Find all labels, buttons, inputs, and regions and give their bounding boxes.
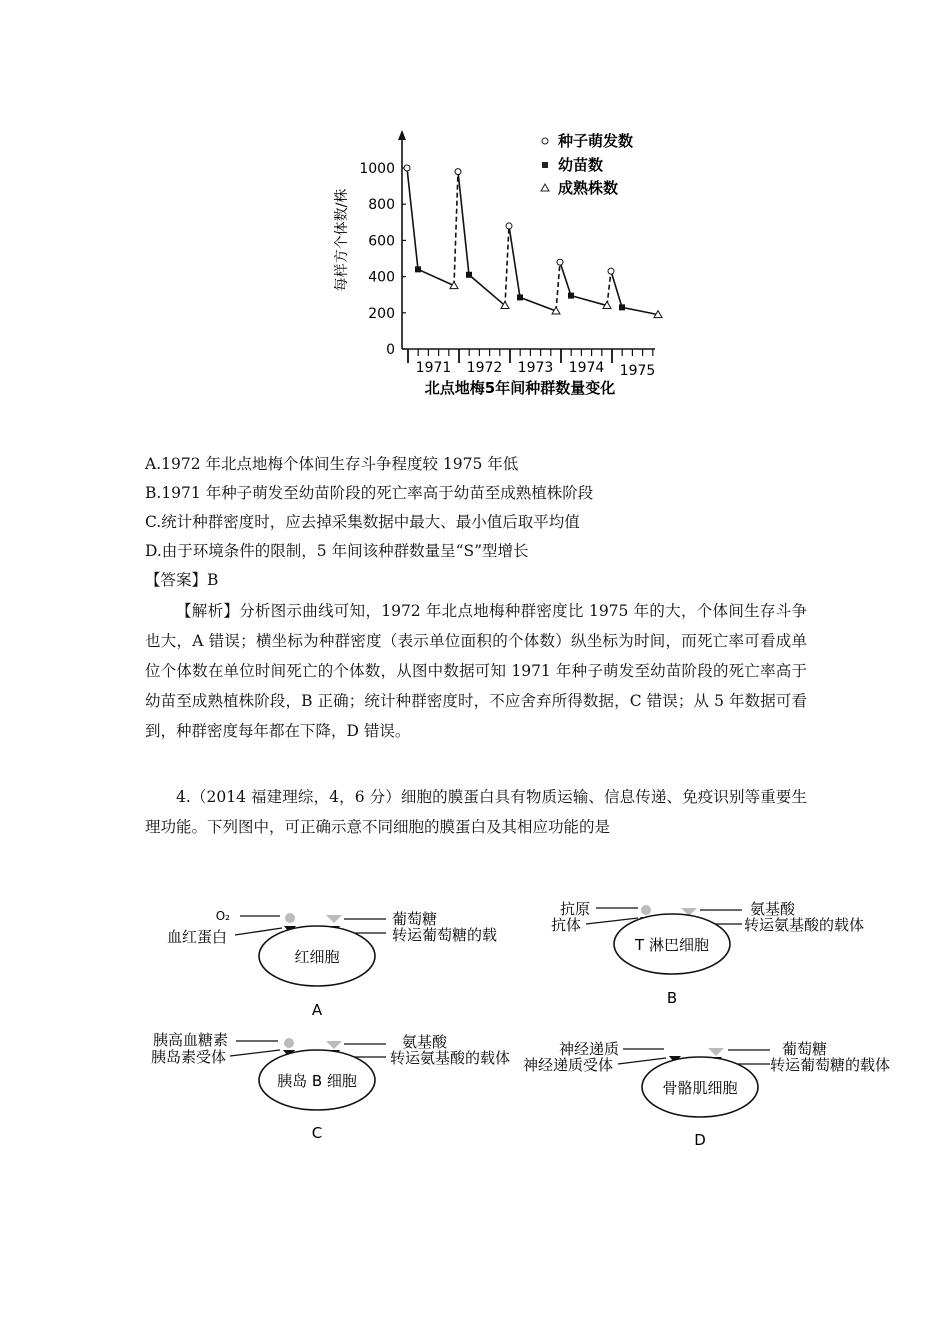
b-right-bottom: 转运氨基酸的载体 <box>744 916 865 934</box>
c-left-top: 胰高血糖素 <box>152 1031 228 1049</box>
a-left-bottom: 血红蛋白 <box>166 928 227 946</box>
b-left-top: 抗原 <box>559 900 590 918</box>
option-b: B.1971 年种子萌发至幼苗阶段的死亡率高于幼苗至成熟植株阶段 <box>145 484 594 502</box>
y-tick-label: 800 <box>368 197 395 214</box>
seed-germination-point <box>455 169 461 175</box>
d-right-top: 葡萄糖 <box>782 1040 828 1058</box>
b-right-top: 氨基酸 <box>750 900 796 918</box>
population-chart <box>320 120 680 410</box>
a-left-top: O₂ <box>215 909 230 923</box>
x-year-labels <box>416 360 656 379</box>
legend-square-icon <box>542 162 548 168</box>
chart-legend <box>541 132 633 197</box>
series-segment <box>611 271 658 314</box>
dashed-segment <box>607 271 611 305</box>
analysis: 【解析】分析图示曲线可知，1972 年北点地梅种群密度比 1975 年的大，个体间生存斗争也大，A 错误；横坐标为种群密度（表示单位面积的个体数）纵坐标为时间，而死亡率可看成单位个体数在单位时间死亡的个体数，从图中数据可知 1971 年种子萌发至幼苗阶段的死亡率高于幼苗至成熟植株阶段，B 正确；统计种群密度时，不应舍弃所得数据，C 错误；从 5 年数据可看到，种群密度每年都在下降，D 错误。 <box>145 602 807 740</box>
answer: 【答案】B <box>145 571 219 589</box>
b-left-bottom: 抗体 <box>550 916 581 934</box>
glucagon-icon <box>284 1038 294 1048</box>
c-right-bottom: 转运氨基酸的载体 <box>390 1049 511 1067</box>
dashed-segment <box>505 226 509 306</box>
y-axis-label: 每样方个体数/株 <box>334 188 350 292</box>
seed-germination-point <box>608 268 614 274</box>
d-left-top: 神经递质 <box>558 1040 619 1058</box>
seedling-point <box>466 272 472 278</box>
a-letter: A <box>311 1001 323 1019</box>
glucose-molecule-icon <box>326 915 342 923</box>
panel-b <box>551 900 864 1007</box>
y-tick-label: 600 <box>368 233 395 250</box>
c-letter: C <box>311 1124 323 1142</box>
legend-label-seedling: 幼苗数 <box>558 156 604 174</box>
question-4: 4.（2014 福建理综，4，6 分）细胞的膜蛋白具有物质运输、信息传递、免疫识别等重要生理功能。下列图中，可正确示意不同细胞的膜蛋白及其相应功能的是 <box>145 788 807 836</box>
c-cell-name: 胰岛 B 细胞 <box>277 1072 357 1090</box>
seedling-point <box>517 294 523 300</box>
series-segment <box>458 172 505 306</box>
b-letter: B <box>666 989 678 1007</box>
option-c: C.统计种群密度时，应去掉采集数据中最大、最小值后取平均值 <box>145 513 580 531</box>
dashed-segment <box>454 172 458 286</box>
year-label: 1974 <box>568 360 605 376</box>
series-segment <box>560 262 607 305</box>
panel-a <box>167 909 497 1019</box>
year-label: 1973 <box>517 360 554 376</box>
legend-label-mature: 成熟株数 <box>558 179 619 197</box>
legend-label-seed: 种子萌发数 <box>558 132 634 150</box>
d-right-bottom: 转运葡萄糖的载体 <box>770 1056 891 1074</box>
series-segment <box>407 168 454 286</box>
chart-markers <box>404 165 662 318</box>
a-cell-name: 红细胞 <box>294 948 340 966</box>
series-segment <box>509 226 556 311</box>
y-axis-arrow-icon <box>398 130 406 140</box>
option-a: A.1972 年北点地梅个体间生存斗争程度较 1975 年低 <box>145 455 519 473</box>
antigen-icon <box>641 905 651 915</box>
y-tick-labels <box>359 161 395 358</box>
y-tick-label: 400 <box>368 269 395 286</box>
glucose-molecule-icon <box>708 1048 724 1056</box>
y-tick-label: 200 <box>368 305 395 322</box>
panel-d <box>523 1040 890 1149</box>
d-cell-name: 骨骼肌细胞 <box>662 1079 738 1097</box>
y-tick-label: 1000 <box>359 161 395 177</box>
year-label: 1972 <box>466 360 503 376</box>
a-right-bottom: 转运葡萄糖的载 <box>392 926 498 944</box>
y-tick-label: 0 <box>386 342 395 358</box>
chart-axes <box>398 130 655 363</box>
seedling-point <box>619 304 625 310</box>
seedling-point <box>568 293 574 299</box>
d-left-bottom: 神经递质受体 <box>522 1056 613 1074</box>
a-right-top: 葡萄糖 <box>392 910 438 928</box>
c-right-top: 氨基酸 <box>402 1033 448 1051</box>
dashed-segment <box>556 262 560 311</box>
amino-acid-icon <box>326 1041 342 1049</box>
seed-germination-point <box>404 165 410 171</box>
option-d: D.由于环境条件的限制，5 年间该种群数量呈“S”型增长 <box>145 542 529 560</box>
chart-lines <box>407 168 658 315</box>
d-letter: D <box>694 1131 706 1149</box>
c-left-bottom: 胰岛素受体 <box>150 1048 226 1066</box>
legend-triangle-icon <box>541 184 549 191</box>
year-label: 1975 <box>619 363 656 379</box>
seed-germination-point <box>557 259 563 265</box>
b-cell-name: T 淋巴细胞 <box>635 936 709 954</box>
panel-c <box>151 1031 510 1142</box>
year-label: 1971 <box>415 360 452 376</box>
oxygen-molecule-icon <box>285 913 295 923</box>
seedling-point <box>415 266 421 272</box>
membrane-protein-diagram <box>130 890 930 1160</box>
chart-title: 北点地梅5年间种群数量变化 <box>424 379 616 397</box>
seed-germination-point <box>506 223 512 229</box>
legend-circle-icon <box>542 138 548 144</box>
